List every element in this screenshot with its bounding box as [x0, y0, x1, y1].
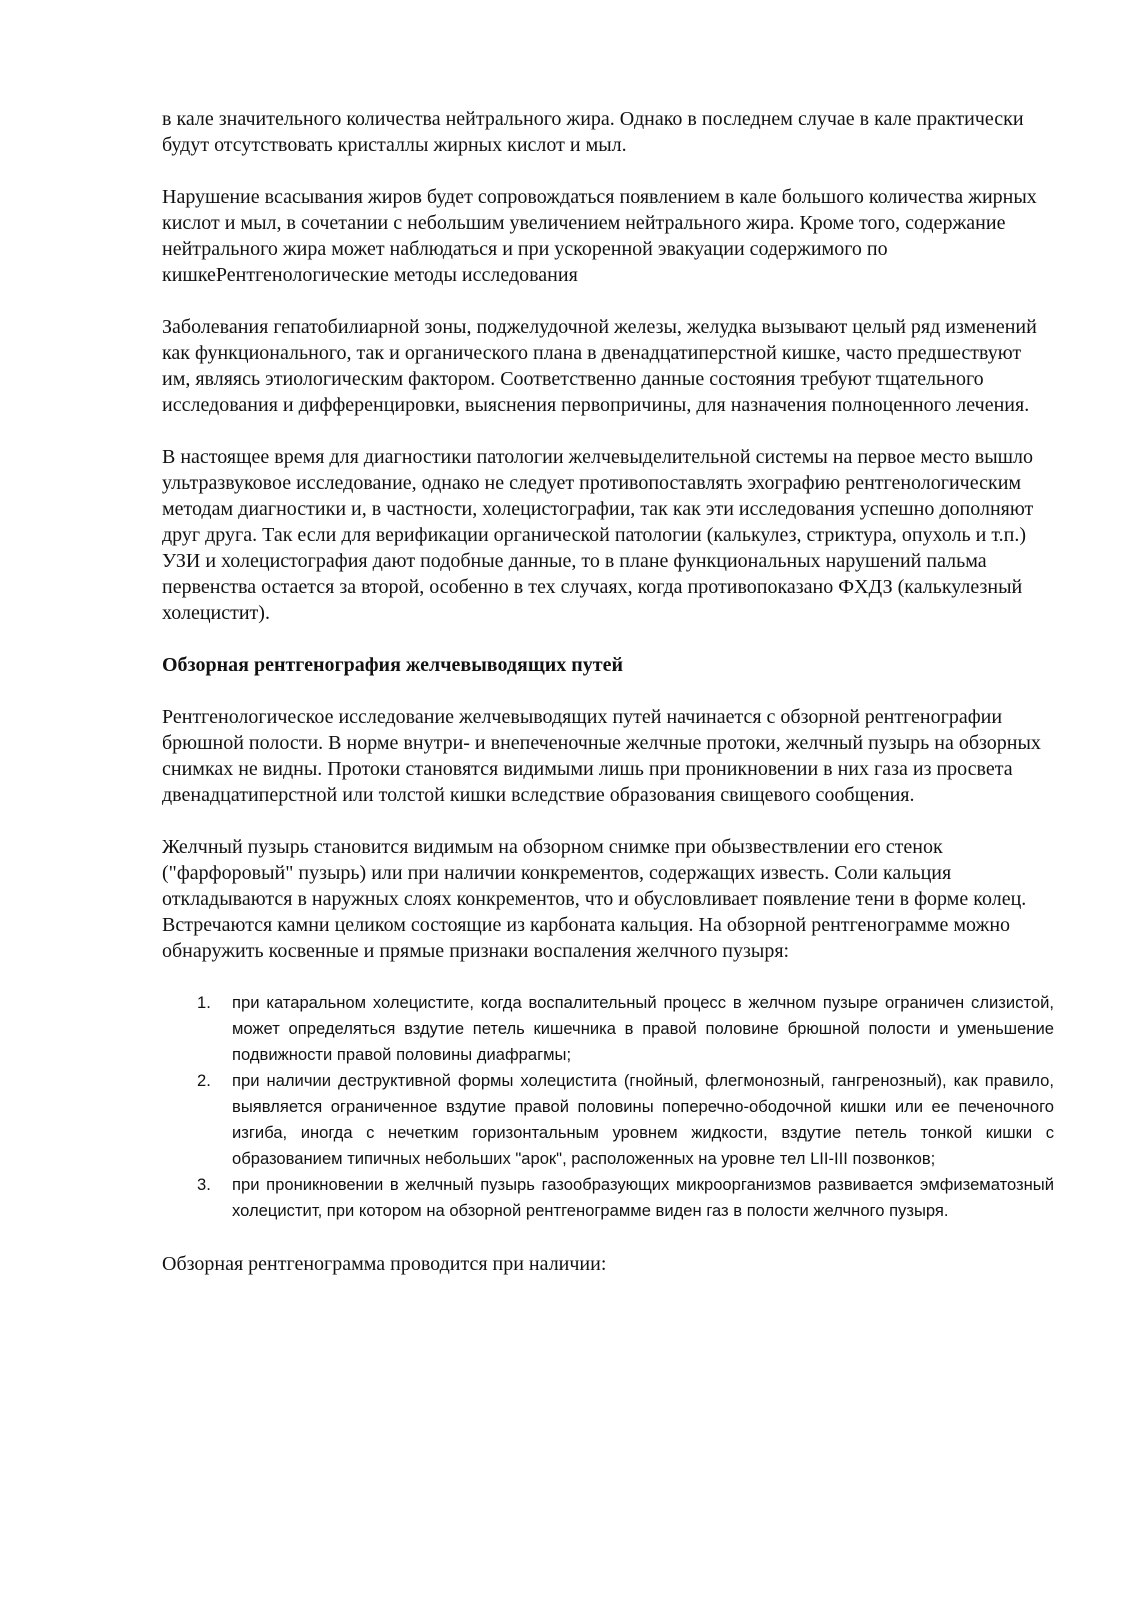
paragraph-neutral-fat: в кале значительного количества нейтрального жира. Однако в последнем случае в кале практически будут отсутствовать кристаллы жирных кислот и мыл. — [162, 108, 1024, 156]
paragraph-ultrasound-diagnostics: В настоящее время для диагностики патологии желчевыделительной системы на первое место вышло ультразвуковое исследование, однако не следует противопоставлять эхографию рентгенологическим методам диагностики и, в частности, холецистографии, так как эти исследования успешно дополняют друг друга. Так если для верификации органической патологии (калькулез, стриктура, опухоль и т.п.) УЗИ и холецистография дают подобные данные, то в плане функциональных нарушений пальма первенства остается за второй, особенно в тех случаях, когда противопоказано ФХДЗ (калькулезный холецистит). — [162, 446, 1034, 624]
list-item-number: 3. — [197, 1175, 211, 1194]
paragraph-fat-absorption: Нарушение всасывания жиров будет сопровождаться появлением в кале большого количества жирных кислот и мыл, в сочетании с небольшим увеличением нейтрального жира. Кроме того, содержание нейтрального жира может наблюдаться и при ускоренной эвакуации содержимого по кишкеРентгенологические методы исследования — [162, 186, 1037, 286]
list-item — [162, 1172, 1054, 1224]
list-item-number: 2. — [197, 1071, 211, 1090]
list-item-text: при наличии деструктивной формы холецистита (гнойный, флегмонозный, гангренозный), как правило, выявляется ограниченное вздутие правой половины поперечно-ободочной кишки или ее печеночного изгиба, иногда с нечетким горизонтальным уровнем жидкости, вздутие петель тонкой кишки с образованием типичных небольших "арок", расположенных на уровне тел LII-III позвонков; — [232, 1071, 1054, 1168]
paragraph-xray-indications: Обзорная рентгенограмма проводится при наличии: — [162, 1253, 607, 1275]
paragraph-hepatobiliary-diseases: Заболевания гепатобилиарной зоны, поджелудочной железы, желудка вызывают целый ряд изменений как функционального, так и органического плана в двенадцатиперстной кишке, часто предшествуют им, являясь этиологическим фактором. Соответственно данные состояния требуют тщательного исследования и дифференцировки, выяснения первопричины, для назначения полноценного лечения. — [162, 316, 1037, 416]
signs-list — [162, 990, 1054, 1224]
paragraph-gallbladder-visibility: Желчный пузырь становится видимым на обзорном снимке при обызвествлении его стенок ("фарфоровый" пузырь) или при наличии конкрементов, содержащих известь. Соли кальция откладываются в наружных слоях конкрементов, что и обусловливает появление тени в форме колец. Встречаются камни целиком состоящие из карбоната кальция. На обзорной рентгенограмме можно обнаружить косвенные и прямые признаки воспаления желчного пузыря: — [162, 836, 1027, 962]
list-item — [162, 1068, 1054, 1172]
section-heading: Обзорная рентгенография желчевыводящих путей — [162, 654, 623, 676]
document-page — [162, 106, 1054, 1303]
list-item — [162, 990, 1054, 1068]
list-item-number: 1. — [197, 993, 211, 1012]
list-item-text: при проникновении в желчный пузырь газообразующих микроорганизмов развивается эмфизематозный холецистит, при котором на обзорной рентгенограмме виден газ в полости желчного пузыря. — [232, 1175, 1054, 1220]
paragraph-xray-overview: Рентгенологическое исследование желчевыводящих путей начинается с обзорной рентгенографии брюшной полости. В норме внутри- и внепеченочные желчные протоки, желчный пузырь на обзорных снимках не видны. Протоки становятся видимыми лишь при проникновении в них газа из просвета двенадцатиперстной или толстой кишки вследствие образования свищевого сообщения. — [162, 706, 1041, 806]
list-item-text: при катаральном холецистите, когда воспалительный процесс в желчном пузыре ограничен слизистой, может определяться вздутие петель кишечника в правой половине брюшной полости и уменьшение подвижности правой половины диафрагмы; — [232, 993, 1054, 1064]
